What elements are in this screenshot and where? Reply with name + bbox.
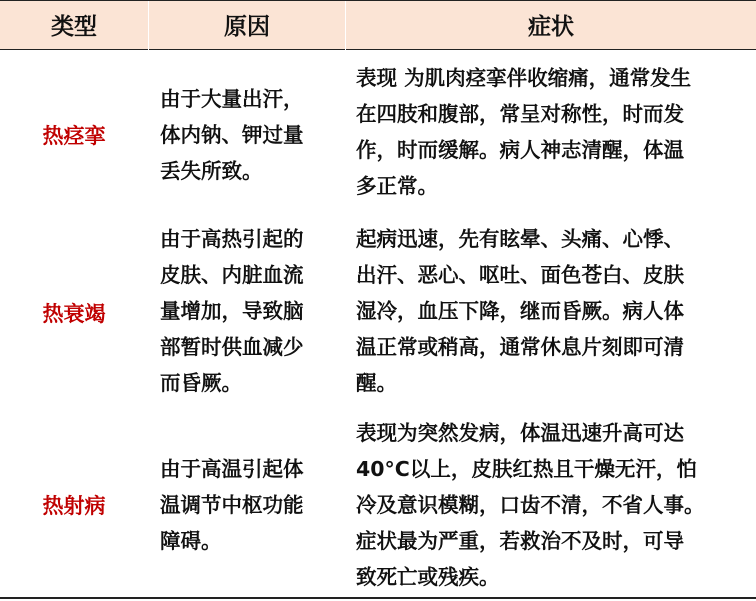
symptom-line: 湿冷，血压下降，继而昏厥。病人体 [356,299,684,323]
symptom-line: 40°C以上，皮肤红热且干燥无汗，怕 [356,457,697,481]
symptom-line: 致死亡或残疾。 [356,565,500,589]
cause-line: 温调节中枢功能 [160,493,304,517]
row-type: 热痉挛 [42,124,106,148]
table-header [0,0,756,50]
row-symptom [356,221,752,401]
cause-line: 由于大量出汗， [160,87,304,111]
symptom-line: 起病迅速，先有眩晕、头痛、心悸、 [356,227,684,251]
symptom-line: 出汗、恶心、呕吐、面色苍白、皮肤 [356,263,684,287]
row-cause [160,81,340,189]
header-cause: 原因 [224,14,270,40]
row-cause [160,451,340,559]
symptom-line: 症状最为严重，若救治不及时，可导 [356,529,684,553]
row-type: 热射病 [42,494,106,518]
cause-line: 由于高热引起的 [160,227,304,251]
symptom-line: 温正常或稍高，通常休息片刻即可清 [356,335,684,359]
table-row [0,221,756,405]
symptom-line: 多正常。 [356,174,438,198]
table-bottom-rule [0,597,756,599]
table-row [0,415,756,595]
row-symptom [356,415,752,595]
cause-line: 由于高温引起体 [160,457,304,481]
header-symptom: 症状 [528,14,574,40]
symptom-line: 表现 为肌肉痉挛伴收缩痛，通常发生 [356,66,692,90]
symptom-line: 作，时而缓解。病人神志清醒，体温 [356,138,684,162]
table-row [0,60,756,210]
symptom-line: 表现为突然发病，体温迅速升高可达 [356,421,684,445]
header-type: 类型 [51,14,97,40]
cause-line: 量增加，导致脑 [160,299,304,323]
cause-line: 部暂时供血减少 [160,335,304,359]
cause-line: 而昏厥。 [160,371,242,395]
symptom-line: 在四肢和腹部，常呈对称性，时而发 [356,102,684,126]
row-type: 热衰竭 [42,302,106,326]
row-symptom [356,60,752,204]
symptom-line: 醒。 [356,371,397,395]
cause-line: 体内钠、钾过量 [160,123,304,147]
cause-line: 障碍。 [160,529,222,553]
cause-line: 丢失所致。 [160,159,263,183]
cause-line: 皮肤、内脏血流 [160,263,304,287]
symptom-line: 冷及意识模糊，口齿不清，不省人事。 [356,493,705,517]
row-cause [160,221,340,401]
